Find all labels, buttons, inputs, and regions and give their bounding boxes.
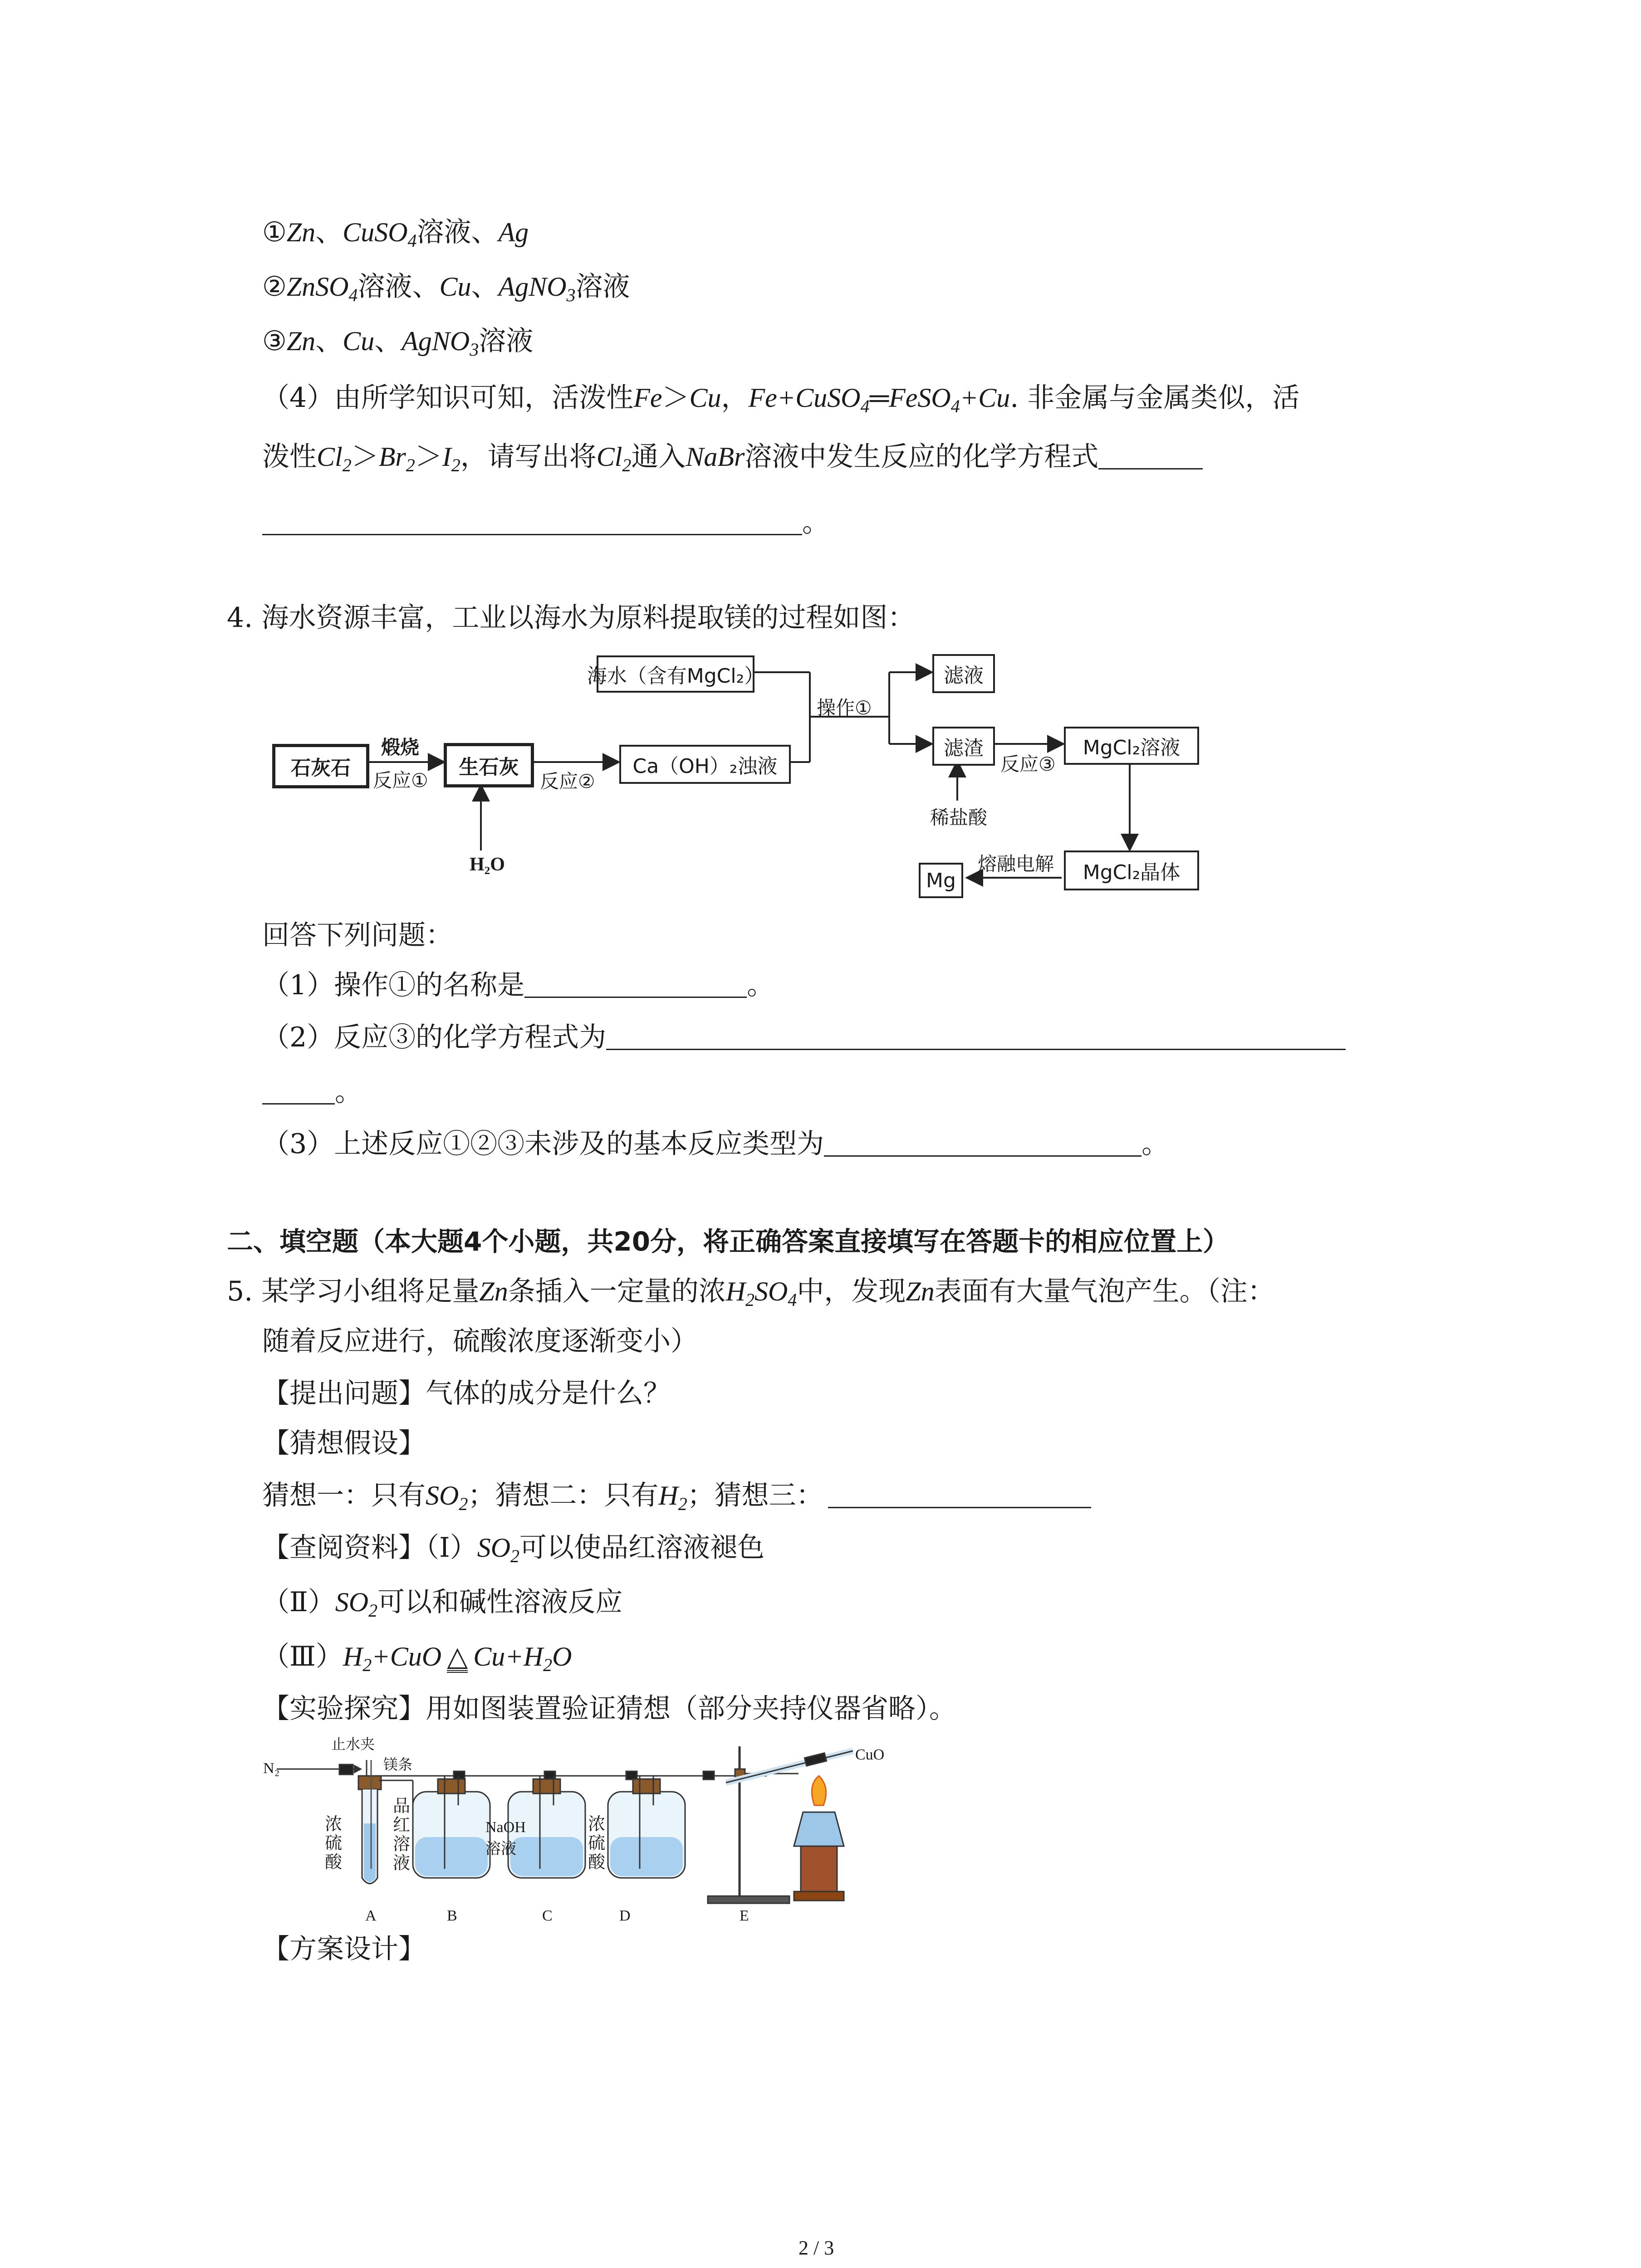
cuo-label: CuO: [855, 1746, 885, 1763]
clamp-label: 止水夹: [331, 1735, 375, 1753]
apparatus-figure: [263, 1733, 889, 1932]
naoh-solution-label: 溶液: [485, 1840, 516, 1858]
reaction2-label: 反应②: [540, 770, 595, 792]
answer-blank[interactable]: [606, 1022, 1346, 1050]
mgcl2-crystal-box: MgCl₂晶体: [1064, 850, 1199, 890]
water-label: H₂O: [470, 854, 505, 875]
conc-sulfuric-2-label: 浓硫酸: [588, 1814, 605, 1872]
q5-question: 【提出问题】气体的成分是什么？: [262, 1378, 671, 1409]
q5-reference-1: 【查阅资料】$(Ⅰ)SO_2$可以使品红溶液褪色: [262, 1532, 765, 1566]
answer-blank[interactable]: [1098, 441, 1203, 469]
pink-solution-label: 品红溶液: [392, 1796, 410, 1873]
n2-label: N₂: [263, 1760, 280, 1777]
option-3: ③Zn、Cu、AgNO$_3$溶液: [262, 325, 534, 360]
q4-sub2: （2）反应③的化学方程式为: [262, 1018, 1346, 1056]
q5-hypotheses: 猜想一：只有$SO_2$；猜想二：只有$H_2$；猜想三：: [262, 1476, 1091, 1515]
q5-plan: 【方案设计】: [262, 1933, 426, 1965]
label-C: C: [542, 1907, 553, 1924]
answer-blank[interactable]: [828, 1480, 1091, 1508]
magnesium-flow-diagram: [272, 644, 1225, 907]
slurry-box: Ca（OH）₂浊液: [619, 745, 791, 784]
page-number: 2 / 3: [798, 2237, 834, 2259]
seawater-box: 海水（含有MgCl₂）: [597, 655, 754, 693]
conc-sulfuric-label: 浓硫酸: [324, 1814, 342, 1872]
mg-box: Mg: [919, 863, 963, 898]
label-B: B: [447, 1907, 457, 1924]
quicklime-box: 生石灰: [444, 743, 534, 787]
answer-blank[interactable]: [824, 1128, 1141, 1157]
q5-line2: 随着反应进行，硫酸浓度逐渐变小）: [262, 1325, 698, 1357]
option-1: ①Zn、CuSO$_4$溶液、Ag: [262, 216, 529, 251]
q3-part4-line2: 泼性$Cl_2>Br_2>I_2$，请写出将$Cl_2$通入NaBr溶液中发生反应的化学方程式: [262, 438, 1203, 476]
reaction3-label: 反应③: [1000, 753, 1056, 775]
option-2: ②ZnSO$_4$溶液、Cu、AgNO$_3$溶液: [262, 271, 630, 305]
answer-intro: 回答下列问题：: [262, 919, 453, 951]
label-E: E: [740, 1907, 749, 1924]
answer-blank[interactable]: [524, 969, 747, 998]
apparatus-drawing: [263, 1733, 889, 1932]
mg-strip-label: 镁条: [383, 1756, 413, 1773]
section-2-title: 二、填空题（本大题4个小题，共20分，将正确答案直接填写在答题卡的相应位置上）: [227, 1226, 1230, 1257]
answer-blank[interactable]: [262, 507, 802, 535]
q4-sub3: （3）上述反应①②③未涉及的基本反应类型为 。: [262, 1128, 1169, 1160]
reaction1-label: 反应①: [373, 769, 428, 792]
q3-part4-line1: （4）由所学知识可知，活泼性Fe＞Cu，Fe+CuSO$_4$═FeSO$_4$+Cu. 非金属与金属类似，活: [262, 382, 1300, 416]
operation1-label: 操作①: [817, 697, 872, 719]
q5-line1: 5. 某学习小组将足量Zn条插入一定量的浓$H_2SO_4$中，发现Zn表面有大量气泡产生。（注：: [227, 1276, 1275, 1310]
q4-sub1: （1）操作①的名称是 。: [262, 969, 774, 1001]
q5-reference-2: $(Ⅱ)SO_2$可以和碱性溶液反应: [262, 1586, 623, 1621]
q5-experiment: 【实验探究】用如图装置验证猜想（部分夹持仪器省略）。: [262, 1693, 956, 1725]
dilute-hcl-label: 稀盐酸: [930, 807, 988, 829]
answer-blank[interactable]: [262, 1076, 335, 1105]
q4-stem: 4. 海水资源丰富，工业以海水为原料提取镁的过程如图：: [227, 602, 915, 634]
naoh-label: NaOH: [485, 1819, 526, 1836]
residue-box: 滤渣: [932, 727, 995, 766]
filtrate-box: 滤液: [932, 654, 995, 693]
q5-hypothesis-heading: 【猜想假设】: [262, 1427, 426, 1459]
q3-part4-line3: 。: [262, 503, 829, 542]
q5-reference-3: $(Ⅲ)H_2+CuO$ △ $Cu+H_2O$: [262, 1641, 572, 1675]
label-D: D: [619, 1907, 631, 1924]
electrolysis-label: 熔融电解: [978, 853, 1054, 875]
limestone-box: 石灰石: [272, 744, 369, 788]
mgcl2-solution-box: MgCl₂溶液: [1064, 727, 1199, 765]
calcine-label: 煅烧: [381, 736, 420, 758]
label-A: A: [365, 1907, 377, 1924]
q4-sub2-cont: 。: [262, 1073, 362, 1111]
